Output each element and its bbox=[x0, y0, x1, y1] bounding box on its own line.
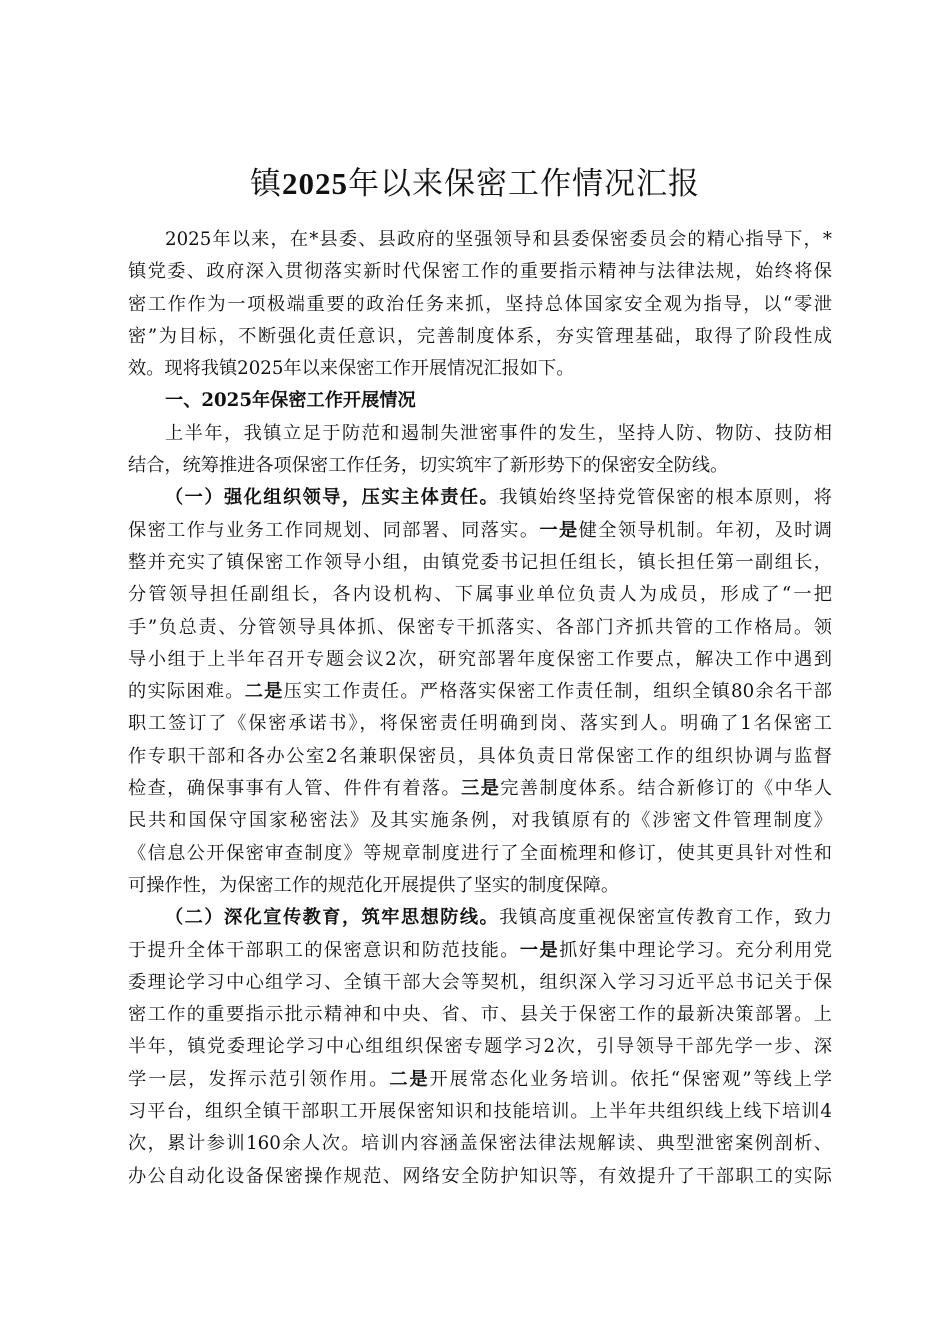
text-line bbox=[128, 1161, 832, 1193]
text-line bbox=[128, 708, 832, 740]
text-line bbox=[128, 321, 832, 353]
text-line bbox=[128, 1064, 832, 1096]
text-line bbox=[128, 418, 832, 450]
bold-text-segment: 三是 bbox=[461, 778, 501, 800]
document-body bbox=[128, 224, 832, 1193]
text-line bbox=[128, 289, 832, 321]
text-segment: 密”为目标，不断强化责任意识，完善制度体系，夯实管理基础，取得了阶段性成 bbox=[128, 325, 832, 347]
text-line bbox=[128, 353, 832, 385]
text-line bbox=[128, 967, 832, 999]
title-suffix: 年以来保密工作情况汇报 bbox=[348, 166, 700, 202]
bold-text-segment: 一是 bbox=[539, 519, 579, 541]
text-segment: 习平台，组织全镇干部职工开展保密知识和技能培训。上半年共组织线上线下培训4 bbox=[128, 1101, 832, 1123]
bold-text-segment: （二）深化宣传教育，筑牢思想防线。 bbox=[165, 907, 500, 929]
text-line bbox=[128, 515, 832, 547]
bold-text-segment: 一、2025年保密工作开展情况 bbox=[165, 390, 416, 412]
text-line bbox=[128, 935, 832, 967]
bold-text-segment: 二是 bbox=[244, 681, 284, 703]
text-line bbox=[128, 773, 832, 805]
text-segment: 结合，统筹推进各项保密工作任务，切实筑牢了新形势下的保密安全防线。 bbox=[128, 455, 729, 477]
text-segment: 办公自动化设备保密操作规范、网络安全防护知识等，有效提升了干部职工的实际 bbox=[128, 1165, 832, 1187]
text-segment: 保密工作与业务工作同规划、同部署、同落实。 bbox=[128, 519, 540, 541]
text-segment: 压实工作责任。严格落实保密工作责任制，组织全镇80余名干部 bbox=[283, 681, 832, 703]
text-line bbox=[128, 256, 832, 288]
text-segment: 我镇高度重视保密宣传教育工作，致力 bbox=[499, 907, 832, 929]
text-segment: 效。现将我镇2025年以来保密工作开展情况汇报如下。 bbox=[128, 358, 575, 380]
text-line bbox=[128, 902, 832, 934]
title-year: 2025 bbox=[282, 166, 348, 201]
text-segment: 开展常态化业务培训。依托“保密观”等线上学 bbox=[429, 1068, 832, 1090]
text-segment: 分管领导担任副组长，各内设机构、下属事业单位负责人为成员，形成了“一把 bbox=[128, 584, 832, 606]
bold-text-segment: 一是 bbox=[519, 939, 560, 961]
title-prefix: 镇 bbox=[250, 166, 282, 202]
text-line bbox=[128, 224, 832, 256]
text-segment: 整并充实了镇保密工作领导小组，由镇党委书记担任组长，镇长担任第一副组长， bbox=[128, 551, 832, 573]
text-line bbox=[128, 999, 832, 1031]
text-segment: 完善制度体系。结合新修订的《中华人 bbox=[500, 778, 832, 800]
text-line bbox=[128, 450, 832, 482]
text-line bbox=[128, 482, 832, 514]
text-segment: 的实际困难。 bbox=[128, 681, 245, 703]
text-segment: 我镇始终坚持党管保密的根本原则，将 bbox=[499, 487, 832, 509]
text-segment: 民共和国保守国家秘密法》及其实施条例，对我镇原有的《涉密文件管理制度》 bbox=[128, 810, 832, 832]
text-line bbox=[128, 1031, 832, 1063]
text-segment: 导小组于上半年召开专题会议2次，研究部署年度保密工作要点，解决工作中遇到 bbox=[128, 648, 832, 670]
document-title bbox=[0, 162, 950, 206]
text-segment: 可操作性，为保密工作的规范化开展提供了坚实的制度保障。 bbox=[128, 874, 620, 896]
text-segment: 密工作作为一项极端重要的政治任务来抓，坚持总体国家安全观为指导，以“零泄 bbox=[128, 293, 832, 315]
text-segment: 手”负总责、分管领导具体抓、保密专干抓落实、各部门齐抓共管的工作格局。领 bbox=[128, 616, 832, 638]
text-segment: 2025年以来，在*县委、县政府的坚强领导和县委保密委员会的精心指导下，* bbox=[165, 229, 832, 250]
text-line bbox=[128, 1096, 832, 1128]
text-segment: 密工作的重要指示批示精神和中央、省、市、县关于保密工作的最新决策部署。上 bbox=[128, 1004, 832, 1026]
text-segment: 镇党委、政府深入贯彻落实新时代保密工作的重要指示精神与法律法规，始终将保 bbox=[128, 261, 832, 283]
text-segment: 作专职干部和各办公室2名兼职保密员，具体负责日常保密工作的组织协调与监督 bbox=[128, 745, 832, 767]
text-segment: 职工签订了《保密承诺书》，将保密责任明确到岗、落实到人。明确了1名保密工 bbox=[128, 713, 832, 735]
text-line bbox=[128, 385, 832, 417]
text-line bbox=[128, 838, 832, 870]
text-line bbox=[128, 741, 832, 773]
text-line bbox=[128, 1128, 832, 1160]
text-segment: 健全领导机制。年初，及时调 bbox=[578, 519, 832, 541]
text-line bbox=[128, 547, 832, 579]
bold-text-segment: 二是 bbox=[389, 1068, 430, 1090]
text-segment: 《信息公开保密审查制度》等规章制度进行了全面梳理和修订，使其更具针对性和 bbox=[128, 842, 832, 864]
text-segment: 检查，确保事事有人管、件件有着落。 bbox=[128, 778, 462, 800]
text-segment: 学一层，发挥示范引领作用。 bbox=[128, 1068, 390, 1090]
text-line bbox=[128, 644, 832, 676]
text-segment: 于提升全体干部职工的保密意识和防范技能。 bbox=[128, 939, 520, 961]
text-segment: 抓好集中理论学习。充分利用党 bbox=[559, 939, 832, 961]
text-segment: 半年，镇党委理论学习中心组组织保密专题学习2次，引导领导干部先学一步、深 bbox=[128, 1036, 832, 1058]
text-line bbox=[128, 612, 832, 644]
text-segment: 次，累计参训160余人次。培训内容涵盖保密法律法规解读、典型泄密案例剖析、 bbox=[128, 1133, 832, 1155]
bold-text-segment: （一）强化组织领导，压实主体责任。 bbox=[165, 487, 500, 509]
text-line bbox=[128, 579, 832, 611]
text-line bbox=[128, 676, 832, 708]
text-segment: 委理论学习中心组学习、全镇干部大会等契机，组织深入学习习近平总书记关于保 bbox=[128, 971, 832, 993]
text-line bbox=[128, 805, 832, 837]
text-line bbox=[128, 870, 832, 902]
text-segment: 上半年，我镇立足于防范和遏制失泄密事件的发生，坚持人防、物防、技防相 bbox=[165, 422, 832, 444]
